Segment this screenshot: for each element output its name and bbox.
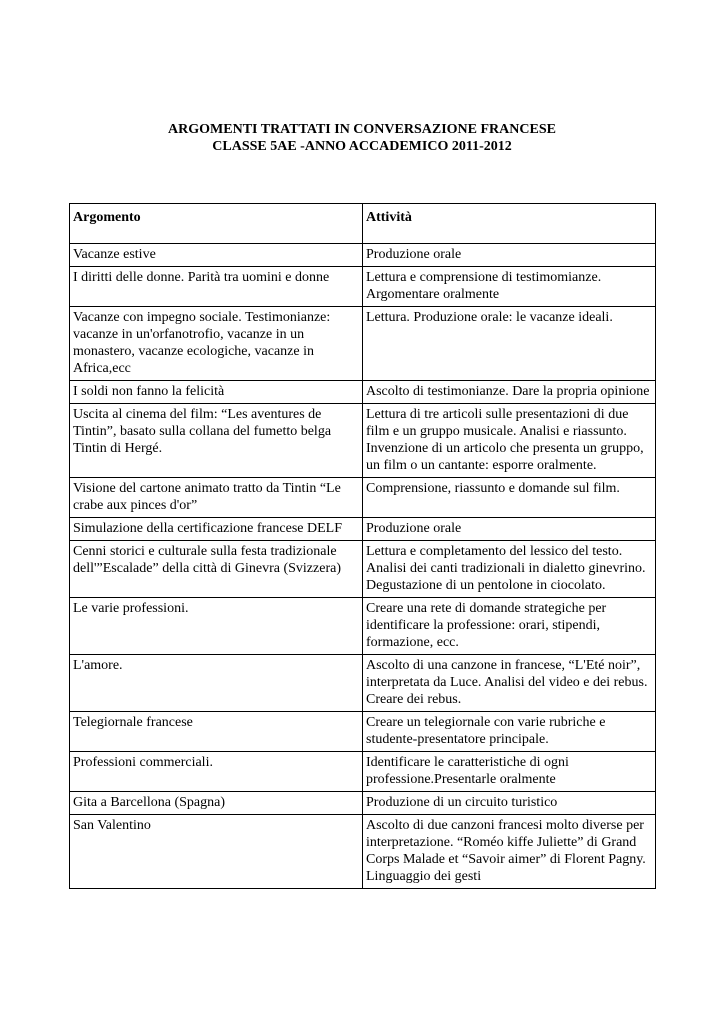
cell-argomento: Gita a Barcellona (Spagna) <box>70 792 363 815</box>
cell-argomento: Professioni commerciali. <box>70 752 363 792</box>
cell-argomento: Vacanze con impegno sociale. Testimonianze: vacanze in un'orfanotrofio, vacanze in un monastero, vacanze ecologiche, vacanze in Africa,ecc <box>70 307 363 381</box>
cell-attivita: Ascolto di testimonianze. Dare la propria opinione <box>363 381 656 404</box>
table-row <box>70 478 656 518</box>
cell-attivita: Produzione di un circuito turistico <box>363 792 656 815</box>
cell-argomento: Cenni storici e culturale sulla festa tradizionale dell'”Escalade” della città di Ginevra (Svizzera) <box>70 541 363 598</box>
cell-argomento: Le varie professioni. <box>70 598 363 655</box>
table-row <box>70 518 656 541</box>
cell-attivita: Lettura e comprensione di testimomianze. Argomentare oralmente <box>363 267 656 307</box>
topics-table <box>69 203 656 889</box>
table-row <box>70 541 656 598</box>
cell-attivita: Comprensione, riassunto e domande sul film. <box>363 478 656 518</box>
cell-attivita: Lettura di tre articoli sulle presentazioni di due film e un gruppo musicale. Analisi e riassunto. Invenzione di un articolo che presenta un gruppo, un film o un cantante: esporre oralmente. <box>363 404 656 478</box>
cell-attivita: Lettura e completamento del lessico del testo. Analisi dei canti tradizionali in dialetto ginevrino. Degustazione di un pentolone in ciocolato. <box>363 541 656 598</box>
title-line-1: ARGOMENTI TRATTATI IN CONVERSAZIONE FRANCESE <box>168 122 556 137</box>
table-row <box>70 267 656 307</box>
table-header-row <box>70 204 656 244</box>
cell-attivita: Ascolto di una canzone in francese, “L'Eté noir”, interpretata da Luce. Analisi del video e dei rebus. Creare dei rebus. <box>363 655 656 712</box>
table-row <box>70 244 656 267</box>
cell-argomento: Telegiornale francese <box>70 712 363 752</box>
cell-argomento: Visione del cartone animato tratto da Tintin “Le crabe aux pinces d'or” <box>70 478 363 518</box>
cell-attivita: Ascolto di due canzoni francesi molto diverse per interpretazione. “Roméo kiffe Juliette” di Grand Corps Malade et “Savoir aimer” di Florent Pagny. Linguaggio dei gesti <box>363 815 656 889</box>
cell-attivita: Identificare le caratteristiche di ogni professione.Presentarle oralmente <box>363 752 656 792</box>
cell-argomento: L'amore. <box>70 655 363 712</box>
cell-argomento: San Valentino <box>70 815 363 889</box>
table-row <box>70 792 656 815</box>
table-row <box>70 815 656 889</box>
cell-argomento: I soldi non fanno la felicità <box>70 381 363 404</box>
table-row <box>70 712 656 752</box>
cell-argomento: Simulazione della certificazione francese DELF <box>70 518 363 541</box>
document-title <box>0 121 724 155</box>
cell-attivita: Produzione orale <box>363 244 656 267</box>
title-line-2: CLASSE 5AE -ANNO ACCADEMICO 2011-2012 <box>212 139 512 154</box>
table-row <box>70 404 656 478</box>
cell-argomento: Vacanze estive <box>70 244 363 267</box>
table-row <box>70 598 656 655</box>
header-attivita: Attività <box>363 204 656 244</box>
cell-attivita: Creare una rete di domande strategiche per identificare la professione: orari, stipendi, formazione, ecc. <box>363 598 656 655</box>
cell-argomento: I diritti delle donne. Parità tra uomini e donne <box>70 267 363 307</box>
cell-attivita: Creare un telegiornale con varie rubriche e studente-presentatore principale. <box>363 712 656 752</box>
table-row <box>70 655 656 712</box>
table-row <box>70 307 656 381</box>
table-row <box>70 752 656 792</box>
cell-attivita: Produzione orale <box>363 518 656 541</box>
header-argomento: Argomento <box>70 204 363 244</box>
cell-argomento: Uscita al cinema del film: “Les aventures de Tintin”, basato sulla collana del fumetto belga Tintin di Hergé. <box>70 404 363 478</box>
cell-attivita: Lettura. Produzione orale: le vacanze ideali. <box>363 307 656 381</box>
table-row <box>70 381 656 404</box>
